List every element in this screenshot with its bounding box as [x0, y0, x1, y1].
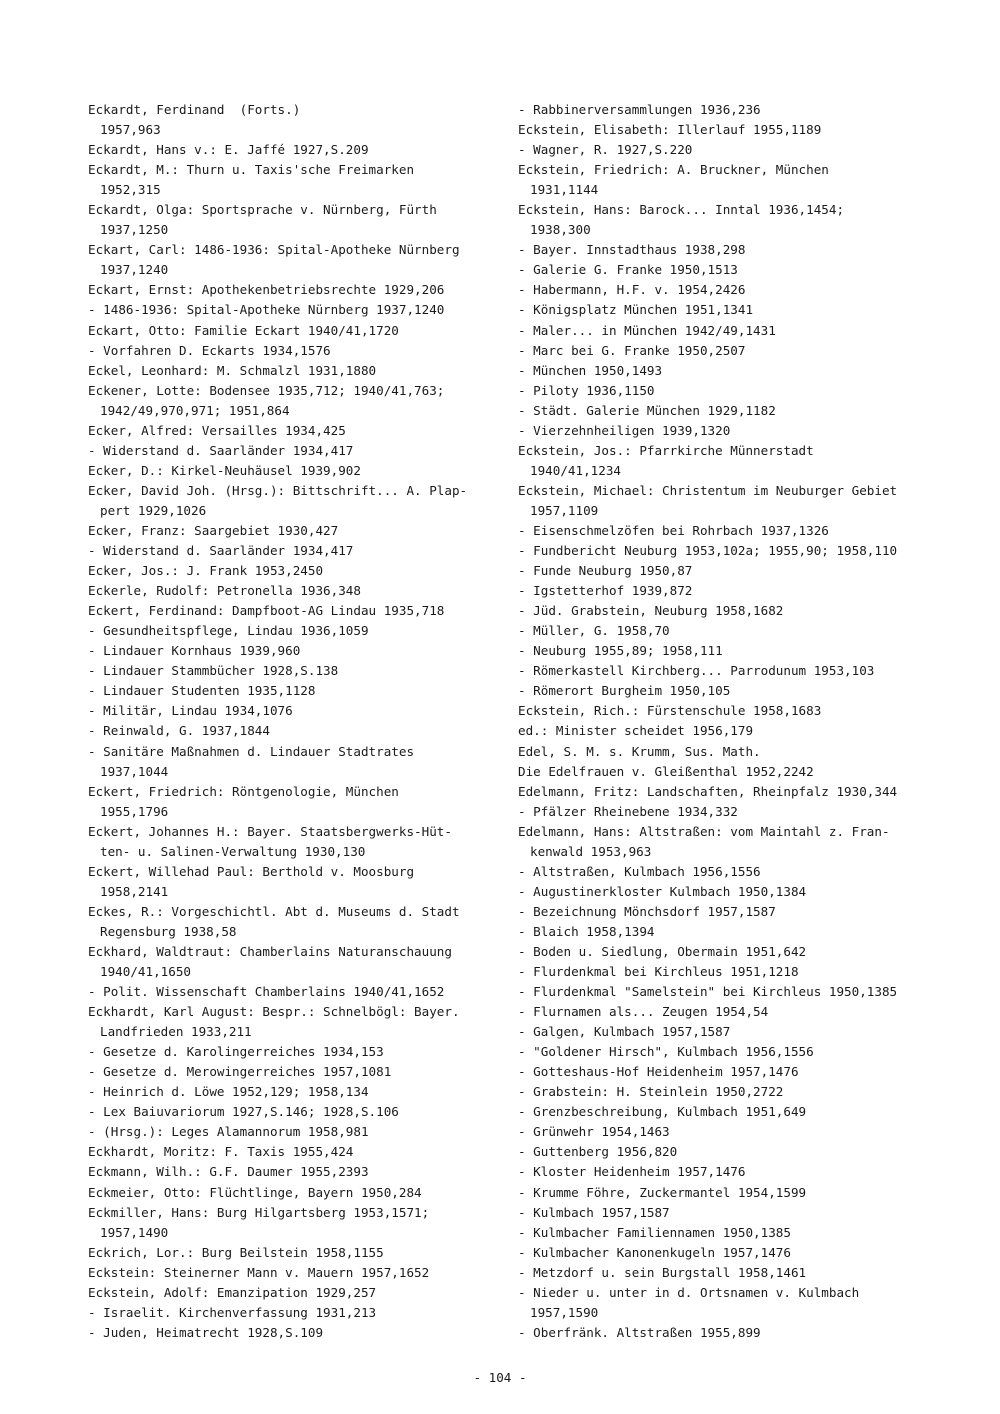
index-entry: - Gesundheitspflege, Lindau 1936,1059	[88, 623, 369, 639]
index-entry: - Widerstand d. Saarländer 1934,417	[88, 442, 354, 458]
index-entry: - Nieder u. unter in d. Ortsnamen v. Kulmbach	[518, 1284, 860, 1300]
index-entry: - Lex Baiuvariorum 1927,S.146; 1928,S.106	[88, 1104, 399, 1120]
index-entry-continuation: kenwald 1953,963	[530, 843, 652, 859]
index-entry: - Neuburg 1955,89; 1958,111	[518, 643, 723, 659]
index-entry: - Gotteshaus-Hof Heidenheim 1957,1476	[518, 1064, 799, 1080]
index-entry: - Wagner, R. 1927,S.220	[518, 142, 693, 158]
index-entry: - Juden, Heimatrecht 1928,S.109	[88, 1324, 324, 1340]
index-entry-continuation: 1957,1490	[100, 1224, 169, 1240]
index-entry: Eckhardt, Karl August: Bespr.: Schnelbögl: Bayer.	[88, 1004, 460, 1020]
index-column-right	[518, 100, 928, 1343]
index-entry: - Fundbericht Neuburg 1953,102a; 1955,90; 1958,110	[518, 543, 898, 559]
index-entry: - Kulmbacher Familiennamen 1950,1385	[518, 1224, 791, 1240]
index-entry-continuation: 1958,2141	[100, 883, 169, 899]
index-entry: - 1486-1936: Spital-Apotheke Nürnberg 1937,1240	[88, 302, 445, 318]
index-entry: - Lindauer Stammbücher 1928,S.138	[88, 663, 339, 679]
index-entry: Ecker, Alfred: Versailles 1934,425	[88, 422, 346, 438]
index-entry: - Pfälzer Rheinebene 1934,332	[518, 803, 738, 819]
index-entry: Eckhardt, Moritz: F. Taxis 1955,424	[88, 1144, 354, 1160]
index-entry-continuation: 1952,315	[100, 182, 161, 198]
index-entry: Eckardt, Ferdinand (Forts.)	[88, 102, 301, 117]
index-entry: - Bezeichnung Mönchsdorf 1957,1587	[518, 903, 776, 919]
index-entry: Eckstein, Hans: Barock... Inntal 1936,1454;	[518, 202, 845, 218]
index-entry: - Boden u. Siedlung, Obermain 1951,642	[518, 943, 807, 959]
index-entry: Eckerle, Rudolf: Petronella 1936,348	[88, 583, 361, 599]
index-entry: Eckardt, Hans v.: E. Jaffé 1927,S.209	[88, 142, 369, 158]
index-entry-continuation: 1938,300	[530, 222, 591, 238]
index-entry-continuation: ten- u. Salinen-Verwaltung 1930,130	[100, 843, 366, 859]
index-entry: Eckrich, Lor.: Burg Beilstein 1958,1155	[88, 1244, 384, 1260]
index-entry: - Bayer. Innstadthaus 1938,298	[518, 242, 746, 258]
index-entry: - Sanitäre Maßnahmen d. Lindauer Stadtrates	[88, 743, 415, 759]
index-entry: - Polit. Wissenschaft Chamberlains 1940/41,1652	[88, 984, 445, 1000]
index-entry: - Widerstand d. Saarländer 1934,417	[88, 543, 354, 559]
index-entry: Eckes, R.: Vorgeschichtl. Abt d. Museums d. Stadt	[88, 903, 460, 919]
index-entry: Die Edelfrauen v. Gleißenthal 1952,2242	[518, 763, 814, 779]
index-entry: - Flurdenkmal "Samelstein" bei Kirchleus 1950,1385	[518, 984, 898, 1000]
index-entry-continuation: 1937,1240	[100, 262, 169, 278]
index-entry: - Habermann, H.F. v. 1954,2426	[518, 282, 746, 298]
index-entry: - Funde Neuburg 1950,87	[518, 563, 693, 579]
index-entry: - München 1950,1493	[518, 362, 663, 378]
index-entry: Eckmeier, Otto: Flüchtlinge, Bayern 1950,284	[88, 1184, 422, 1200]
index-entry: Eckhard, Waldtraut: Chamberlains Naturanschauung	[88, 943, 452, 959]
index-entry: - Blaich 1958,1394	[518, 923, 655, 939]
index-entry: - Igstetterhof 1939,872	[518, 583, 693, 599]
index-entry-continuation: 1937,1250	[100, 222, 169, 238]
index-entry: - Müller, G. 1958,70	[518, 623, 670, 639]
index-entry: Ecker, Franz: Saargebiet 1930,427	[88, 522, 339, 538]
index-entry: - Krumme Föhre, Zuckermantel 1954,1599	[518, 1184, 807, 1200]
index-entry-continuation: 1957,1109	[530, 502, 599, 518]
index-entry: Eckart, Otto: Familie Eckart 1940/41,1720	[88, 322, 399, 338]
index-entry: Eckstein, Michael: Christentum im Neuburger Gebiet	[518, 482, 898, 498]
index-entry: - Kulmbacher Kanonenkugeln 1957,1476	[518, 1244, 791, 1260]
index-entry: Edelmann, Fritz: Landschaften, Rheinpfalz 1930,344	[518, 783, 898, 799]
index-entry: - Kulmbach 1957,1587	[518, 1204, 670, 1220]
index-entry: Edelmann, Hans: Altstraßen: vom Maintahl z. Fran-	[518, 823, 890, 839]
index-entry: Eckmiller, Hans: Burg Hilgartsberg 1953,1571;	[88, 1204, 430, 1220]
index-entry: Eckener, Lotte: Bodensee 1935,712; 1940/41,763;	[88, 382, 445, 398]
index-entry: - Metzdorf u. sein Burgstall 1958,1461	[518, 1264, 807, 1280]
index-entry: - Vierzehnheiligen 1939,1320	[518, 422, 731, 438]
index-entry: Eckart, Carl: 1486-1936: Spital-Apotheke Nürnberg	[88, 242, 460, 258]
index-entry-continuation: 1940/41,1650	[100, 964, 191, 980]
index-entry: - "Goldener Hirsch", Kulmbach 1956,1556	[518, 1044, 814, 1060]
index-entry: - Lindauer Kornhaus 1939,960	[88, 643, 301, 659]
index-entry: - Augustinerkloster Kulmbach 1950,1384	[518, 883, 807, 899]
index-entry: - Grünwehr 1954,1463	[518, 1124, 670, 1140]
index-entry: - Altstraßen, Kulmbach 1956,1556	[518, 863, 761, 879]
index-entry: - Städt. Galerie München 1929,1182	[518, 402, 776, 418]
index-entry: Edel, S. M. s. Krumm, Sus. Math.	[518, 743, 761, 759]
index-entry: - Militär, Lindau 1934,1076	[88, 703, 293, 719]
index-entry: Eckstein, Jos.: Pfarrkirche Münnerstadt	[518, 442, 814, 458]
index-entry: Eckardt, M.: Thurn u. Taxis'sche Freimarken	[88, 162, 415, 178]
index-entry-continuation: 1940/41,1234	[530, 462, 621, 478]
index-entry: Eckert, Ferdinand: Dampfboot-AG Lindau 1935,718	[88, 603, 445, 619]
index-entry: Eckstein: Steinerner Mann v. Mauern 1957,1652	[88, 1264, 430, 1280]
index-entry-continuation: 1942/49,970,971; 1951,864	[100, 402, 290, 418]
index-entry-continuation: Landfrieden 1933,211	[100, 1024, 252, 1040]
index-entry: - Römerort Burgheim 1950,105	[518, 683, 731, 699]
index-entry: - Heinrich d. Löwe 1952,129; 1958,134	[88, 1084, 369, 1100]
index-entry: Eckart, Ernst: Apothekenbetriebsrechte 1929,206	[88, 282, 445, 298]
index-entry: Ecker, Jos.: J. Frank 1953,2450	[88, 563, 324, 579]
index-entry: Eckstein, Adolf: Emanzipation 1929,257	[88, 1284, 377, 1300]
index-entry: - Galerie G. Franke 1950,1513	[518, 262, 738, 278]
index-entry: - Kloster Heidenheim 1957,1476	[518, 1164, 746, 1180]
index-entry: - Grabstein: H. Steinlein 1950,2722	[518, 1084, 784, 1100]
index-entry: Eckstein, Friedrich: A. Bruckner, München	[518, 162, 829, 178]
index-entry: - Eisenschmelzöfen bei Rohrbach 1937,1326	[518, 522, 829, 538]
index-entry-continuation: 1937,1044	[100, 763, 169, 779]
index-entry: Eckstein, Rich.: Fürstenschule 1958,1683	[518, 703, 822, 719]
index-entry: Eckmann, Wilh.: G.F. Daumer 1955,2393	[88, 1164, 369, 1180]
index-entry: - Flurdenkmal bei Kirchleus 1951,1218	[518, 964, 799, 980]
index-entry-continuation: pert 1929,1026	[100, 502, 207, 518]
index-entry-continuation: 1957,963	[100, 122, 161, 138]
index-entry: - Piloty 1936,1150	[518, 382, 655, 398]
index-entry: - Gesetze d. Merowingerreiches 1957,1081	[88, 1064, 392, 1080]
index-entry: Eckert, Johannes H.: Bayer. Staatsbergwerks-Hüt-	[88, 823, 452, 839]
index-entry: - Jüd. Grabstein, Neuburg 1958,1682	[518, 603, 784, 619]
index-entry: - Flurnamen als... Zeugen 1954,54	[518, 1004, 769, 1020]
page-number: - 104 -	[473, 1370, 527, 1385]
index-entry: - Oberfränk. Altstraßen 1955,899	[518, 1324, 761, 1340]
index-column-left	[88, 100, 500, 1343]
index-entry: Eckert, Willehad Paul: Berthold v. Moosburg	[88, 863, 415, 879]
index-entry: - Rabbinerversammlungen 1936,236	[518, 102, 761, 117]
index-entry: - Lindauer Studenten 1935,1128	[88, 683, 316, 699]
index-entry: ed.: Minister scheidet 1956,179	[518, 723, 754, 739]
index-entry-continuation: 1955,1796	[100, 803, 169, 819]
index-entry-continuation: Regensburg 1938,58	[100, 923, 237, 939]
index-entry: - Vorfahren D. Eckarts 1934,1576	[88, 342, 331, 358]
index-entry: Eckel, Leonhard: M. Schmalzl 1931,1880	[88, 362, 377, 378]
index-entry: - Israelit. Kirchenverfassung 1931,213	[88, 1304, 377, 1320]
index-entry: - Grenzbeschreibung, Kulmbach 1951,649	[518, 1104, 807, 1120]
index-entry: - Guttenberg 1956,820	[518, 1144, 678, 1160]
index-entry: - Marc bei G. Franke 1950,2507	[518, 342, 746, 358]
index-entry: Ecker, D.: Kirkel-Neuhäusel 1939,902	[88, 462, 361, 478]
index-entry: - Königsplatz München 1951,1341	[518, 302, 754, 318]
index-entry: - Maler... in München 1942/49,1431	[518, 322, 776, 338]
index-entry: Eckardt, Olga: Sportsprache v. Nürnberg, Fürth	[88, 202, 437, 218]
index-entry: - Gesetze d. Karolingerreiches 1934,153	[88, 1044, 384, 1060]
index-entry: Eckstein, Elisabeth: Illerlauf 1955,1189	[518, 122, 822, 138]
index-entry: - Römerkastell Kirchberg... Parrodunum 1953,103	[518, 663, 875, 679]
index-entry: Ecker, David Joh. (Hrsg.): Bittschrift... A. Plap-	[88, 482, 468, 498]
index-entry: - (Hrsg.): Leges Alamannorum 1958,981	[88, 1124, 369, 1140]
index-entry: Eckert, Friedrich: Röntgenologie, München	[88, 783, 399, 799]
index-entry-continuation: 1931,1144	[530, 182, 599, 198]
index-entry: - Galgen, Kulmbach 1957,1587	[518, 1024, 731, 1040]
index-entry: - Reinwald, G. 1937,1844	[88, 723, 270, 739]
index-entry-continuation: 1957,1590	[530, 1304, 599, 1320]
